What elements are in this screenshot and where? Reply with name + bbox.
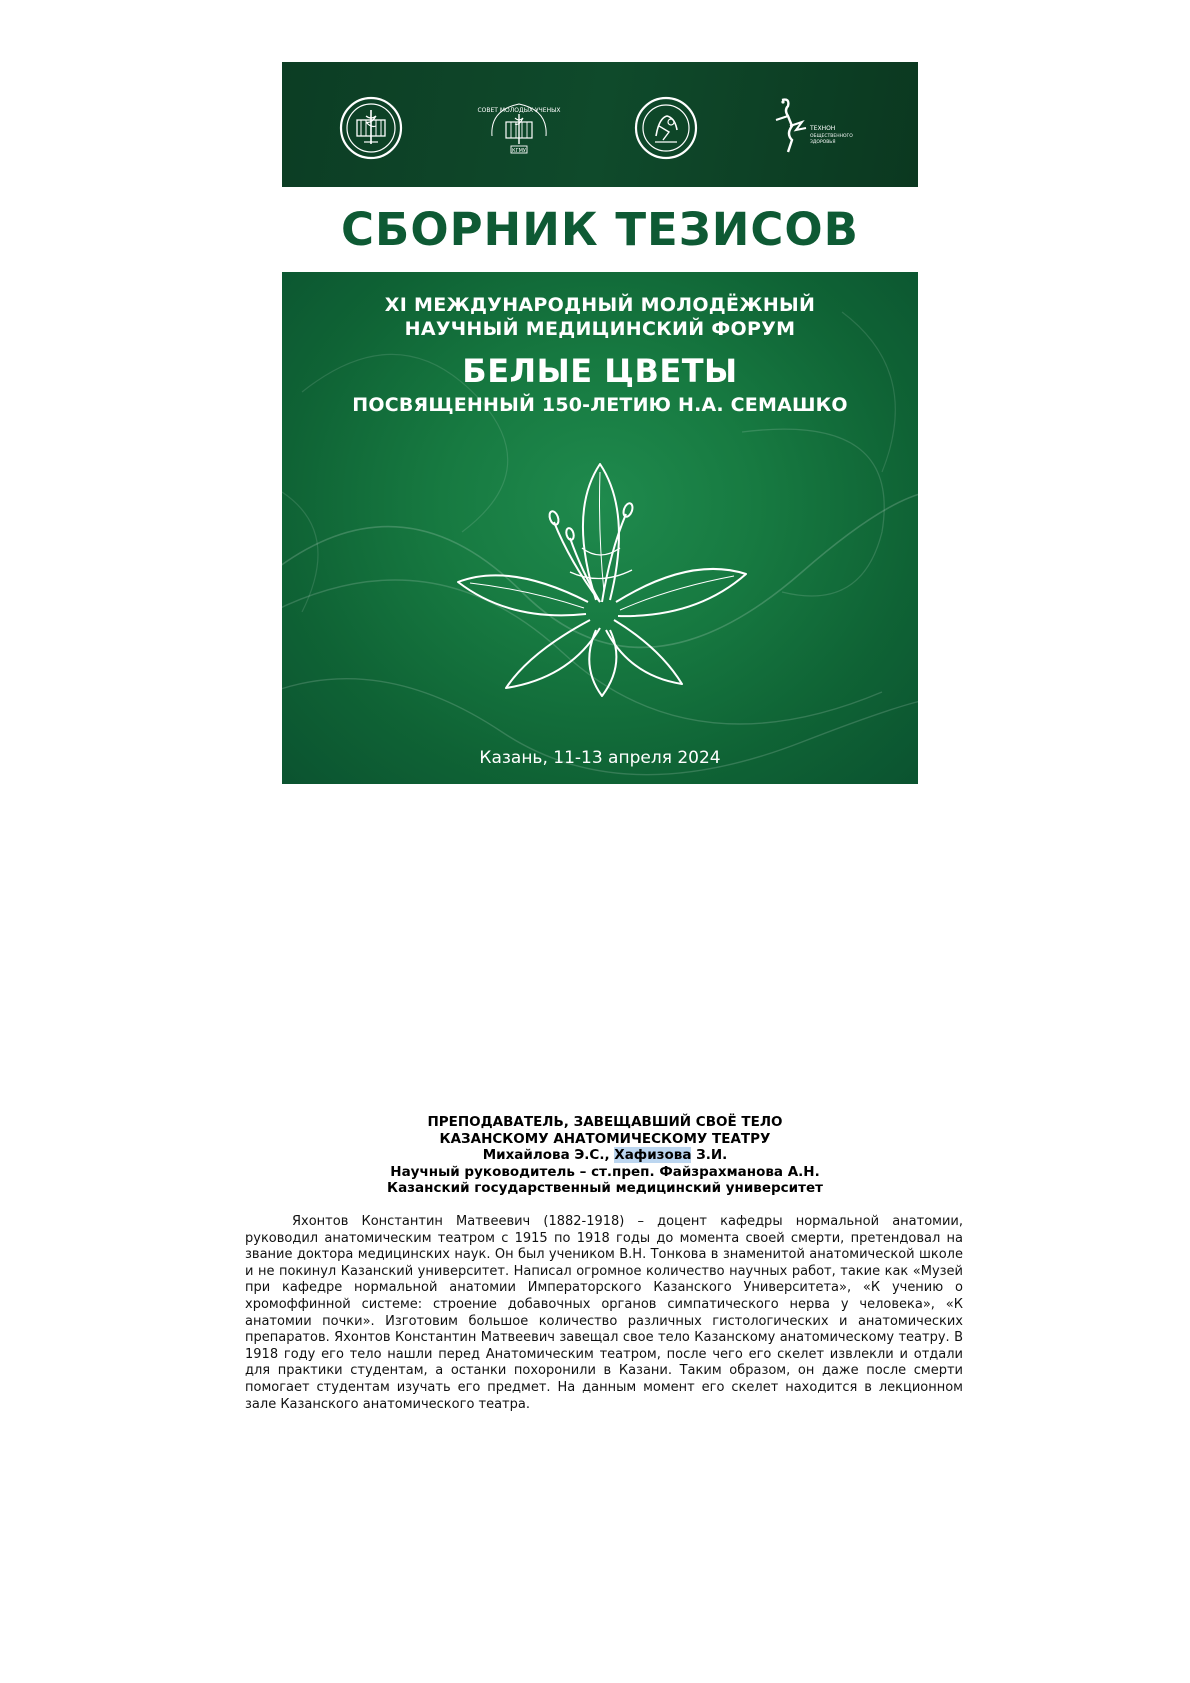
abstract-paragraph: Яхонтов Константин Матвеевич (1882-1918) – доцент кафедры нормальной анатомии, руководил анатомическим театром с 1915 по 1918 годы до момента своей смерти, претендовал на звание доктора медицинских наук. Он был учеником В.Н. Тонкова в знаменитой анатомической школе и не покинул Казанский университет. Написал огромное количество научных работ, такие как «Музей при кафедре нормальной анатомии Императорского Казанского Университета», «К учению о хромоффинной системе: строение добавочных органов симпатического нерва у человека», «К анатомии почки». Изготовим большое количество различных гистологических и анатомических препаратов. Яхонтов Константин Матвеевич завещал свое тело Казанскому анатомическому театру. В 1918 году его тело нашли перед Анатомическим театром, после чего его скелет извлекли и отдали для практики студентам, а останки похоронили в Казани. Таким образом, он даже после смерти помогает студентам изучать его предмет. На данным момент его скелет находится в лекционном зале Казанского анатомического театра. [245, 1214, 963, 1412]
author-1: Михайлова Э.С., [482, 1147, 615, 1163]
collection-title: СБОРНИК ТЕЗИСОВ [341, 203, 859, 256]
abstract-authors [245, 1147, 965, 1164]
abstract-header [245, 1114, 965, 1197]
svg-text:ЗДОРОВЬЯ: ЗДОРОВЬЯ [810, 140, 836, 145]
author-2-highlighted: Хафизова [614, 1147, 692, 1163]
logo-band [282, 62, 918, 187]
abstract-title-line-1: ПРЕПОДАВАТЕЛЬ, ЗАВЕЩАВШИЙ СВОЁ ТЕЛО [427, 1114, 783, 1130]
forum-title-line-1: XI МЕЖДУНАРОДНЫЙ МОЛОДЁЖНЫЙ [384, 294, 816, 316]
author-2-initials: З.И. [691, 1147, 728, 1163]
forum-poster [282, 272, 918, 784]
lily-flower-icon [450, 452, 750, 697]
young-scientists-council-icon [476, 96, 562, 160]
forum-title-line-2: НАУЧНЫЙ МЕДИЦИНСКИЙ ФОРУМ [404, 318, 796, 340]
title-strip [282, 187, 918, 272]
abstract-supervisor: Научный руководитель – ст.преп. Файзрахманова А.Н. [390, 1163, 820, 1180]
abstract-title-line-2: КАЗАНСКОМУ АНАТОМИЧЕСКОМУ ТЕАТРУ [439, 1130, 771, 1147]
forum-name: БЕЛЫЕ ЦВЕТЫ [462, 352, 738, 390]
abstract-body [245, 1214, 963, 1413]
forum-dedication: ПОСВЯЩЕННЫЙ 150-ЛЕТИЮ Н.А. СЕМАШКО [352, 394, 848, 416]
stork-emblem-icon [762, 96, 853, 160]
svg-text:ОБЩЕСТВЕННОГО: ОБЩЕСТВЕННОГО [810, 134, 853, 139]
svg-text:СОВЕТ МОЛОДЫХ УЧЕНЫХ: СОВЕТ МОЛОДЫХ УЧЕНЫХ [477, 107, 561, 114]
city-and-date: Казань, 11-13 апреля 2024 [479, 748, 721, 768]
svg-text:ТЕХНОН: ТЕХНОН [810, 125, 836, 132]
book-cover [282, 62, 918, 784]
university-seal-icon [328, 96, 414, 160]
society-seal-icon [623, 96, 709, 160]
svg-text:КГМУ: КГМУ [512, 148, 526, 154]
abstract-institution: Казанский государственный медицинский университет [387, 1180, 823, 1196]
